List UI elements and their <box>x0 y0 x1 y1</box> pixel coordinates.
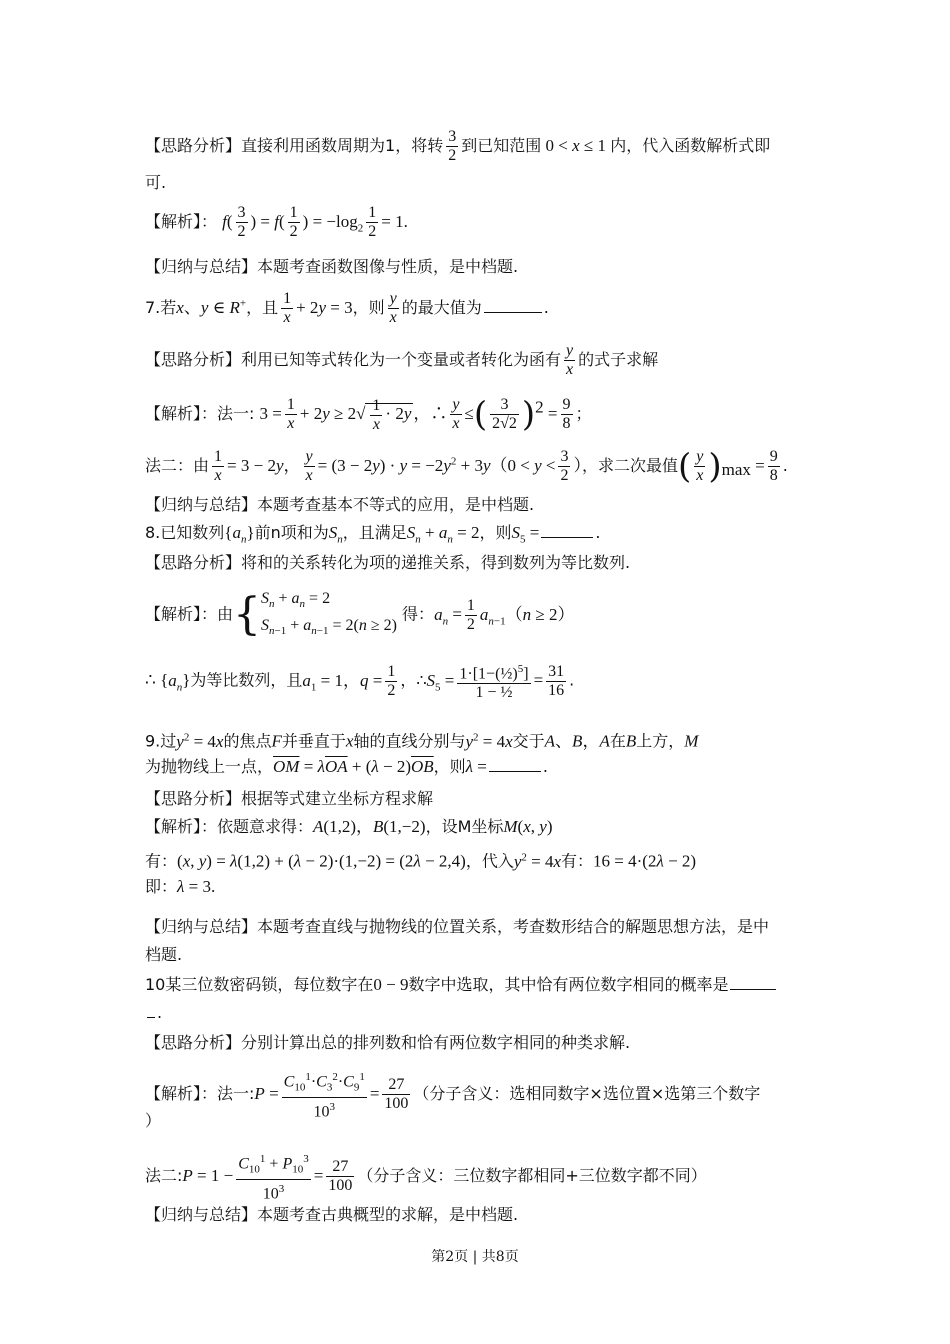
p6-solution-line: 【解析】： f( $\frac{3}{2}$ ) = f( $\frac{1}{2}$ ) = $-\log_2$ $\frac{1}{2}$ = 1. <box>145 204 408 240</box>
q7-analysis-line: 【思路分析】利用已知等式转化为一个变量或者转化为函有 $\frac{y}{x}$ 的式子求解 <box>145 342 659 378</box>
q9-question-cont: 为抛物线上一点，$\overline{OM} = \lambda\overline{OA} + (\lambda - 2)\overline{OB}$，则λ = . <box>145 757 548 776</box>
q9-summary-cont: 档题. <box>145 945 183 964</box>
q8-analysis-line: 【思路分析】将和的关系转化为项的递推关系，得到数列为等比数列. <box>145 553 631 572</box>
q8-conclusion-line: ∴ $\{a_n\}$为等比数列，且$a_1 = 1$，q = $\frac{1}{2}$ ，$\therefore S_5$ = $\frac{1\cdot[1-(\frac{1}{2})^5]}{\text{1 − ½}}$ = $\frac{31}{16}$ . <box>145 660 810 702</box>
page-footer: 第2页 | 共8页 <box>431 1249 519 1265</box>
fraction-3-2: $\frac{3}{2}$ <box>448 128 457 164</box>
q7-question-line: 7.若x、y ∈ R+，且 $\frac{1}{x}$ + 2y = 3，则 $\frac{y}{x}$ 的最大值为 . <box>145 290 549 326</box>
answer-blank <box>541 523 593 538</box>
q9-equation-line: 有：(x, y) = λ(1,2) + (λ − 2)·(1,−2) = (2λ − 2,4)，代入$y^2 = 4x$有：16 = 4·(2λ − 2) <box>145 851 697 871</box>
q9-question-line: 9.过$y^2 = 4x$的焦点F并垂直于x轴的直线分别与$y^2 = 4x$交于A、B，A在B上方，M <box>145 731 699 751</box>
q7-method1-line: 【解析】：法一: 3 = $\frac{1}{x}$ + 2y ≥ 2√ $\frac{1}{x}$ · 2y ，∴ $\frac{y}{x}$ ≤( $\frac{3}{2√2}$ )$^2$ = $\frac{9}{8}$ ； <box>145 394 592 435</box>
q9-result-line: 即：λ = 3. <box>145 877 216 896</box>
q10-summary-line: 【归纳与总结】本题考查古典概型的求解，是中档题. <box>145 1205 519 1224</box>
answer-blank <box>730 975 776 990</box>
q10-method1-line: 【解析】：法一:P = $\frac{C_{10}^1\cdot C_3^2\cdot C_9^1}{10^3}$ = $\frac{27}{100}$ （分子含义：选相同数字×选位置×选第三个数字 <box>145 1068 810 1121</box>
answer-blank <box>484 298 542 313</box>
p6-summary-line: 【归纳与总结】本题考查函数图像与性质，是中档题. <box>145 257 519 276</box>
p6-analysis-cont: 可. <box>145 173 167 192</box>
q9-analysis-line: 【思路分析】根据等式建立坐标方程求解 <box>145 789 434 808</box>
answer-blank <box>489 757 541 772</box>
q8-question-line: 8.已知数列$\{a_n\}$前n项和为$S_n$，且满足$S_n + a_n = 2$，则$S_5$ = . <box>145 523 601 546</box>
q9-summary-line: 【归纳与总结】本题考查直线与抛物线的位置关系，考查数形结合的解题思想方法，是中 <box>145 917 770 936</box>
q10-method2-line: 法二:P = 1 − $\frac{C_{10}^1 + P_{10}^3}{10^3}$ = $\frac{27}{100}$ （分子含义：三位数字都相同+三位数字都不同） <box>145 1150 810 1203</box>
q9-solution-line: 【解析】：依题意求得：A(1,2)，B(1,−2)，设M坐标M(x, y) <box>145 817 553 836</box>
q8-solution-line: 【解析】：由{ $S_n + a_n = 2$ $S_{n-1} + a_{n-1} = 2(n \ge 2)$ 得：$a_n$ = $\frac{1}{2}$ $a_{n-1}(n \ge 2)$ <box>145 589 575 641</box>
q10-method1-cont: ） <box>145 1111 162 1130</box>
q10-analysis-line: 【思路分析】分别计算出总的排列数和恰有两位数字相同的种类求解. <box>145 1033 631 1052</box>
q7-summary-line: 【归纳与总结】本题考查基本不等式的应用，是中档题. <box>145 495 535 514</box>
p6-analysis-line: 【思路分析】直接利用函数周期为1，将转 $\frac{3}{2}$ 到已知范围 0 < x ≤ 1 内，代入函数解析式即 <box>145 128 771 164</box>
q7-method2-line: 法二：由 $\frac{1}{x}$ = 3 − 2y， $\frac{y}{x}$ = $(3 - 2y) \cdot y = -2y^2 + 3y(0 < y$ < $\frac{3}{2}$ ），求二次最值( $\frac{y}{x}$ )$_{max}$ = $\frac{9}{8}$ . <box>145 446 788 487</box>
q10-question-cont: . <box>145 1002 810 1024</box>
q10-question-line: 10某三位数密码锁，每位数字在0 − 9数字中选取，其中恰有两位数字相同的概率是 <box>145 974 810 996</box>
